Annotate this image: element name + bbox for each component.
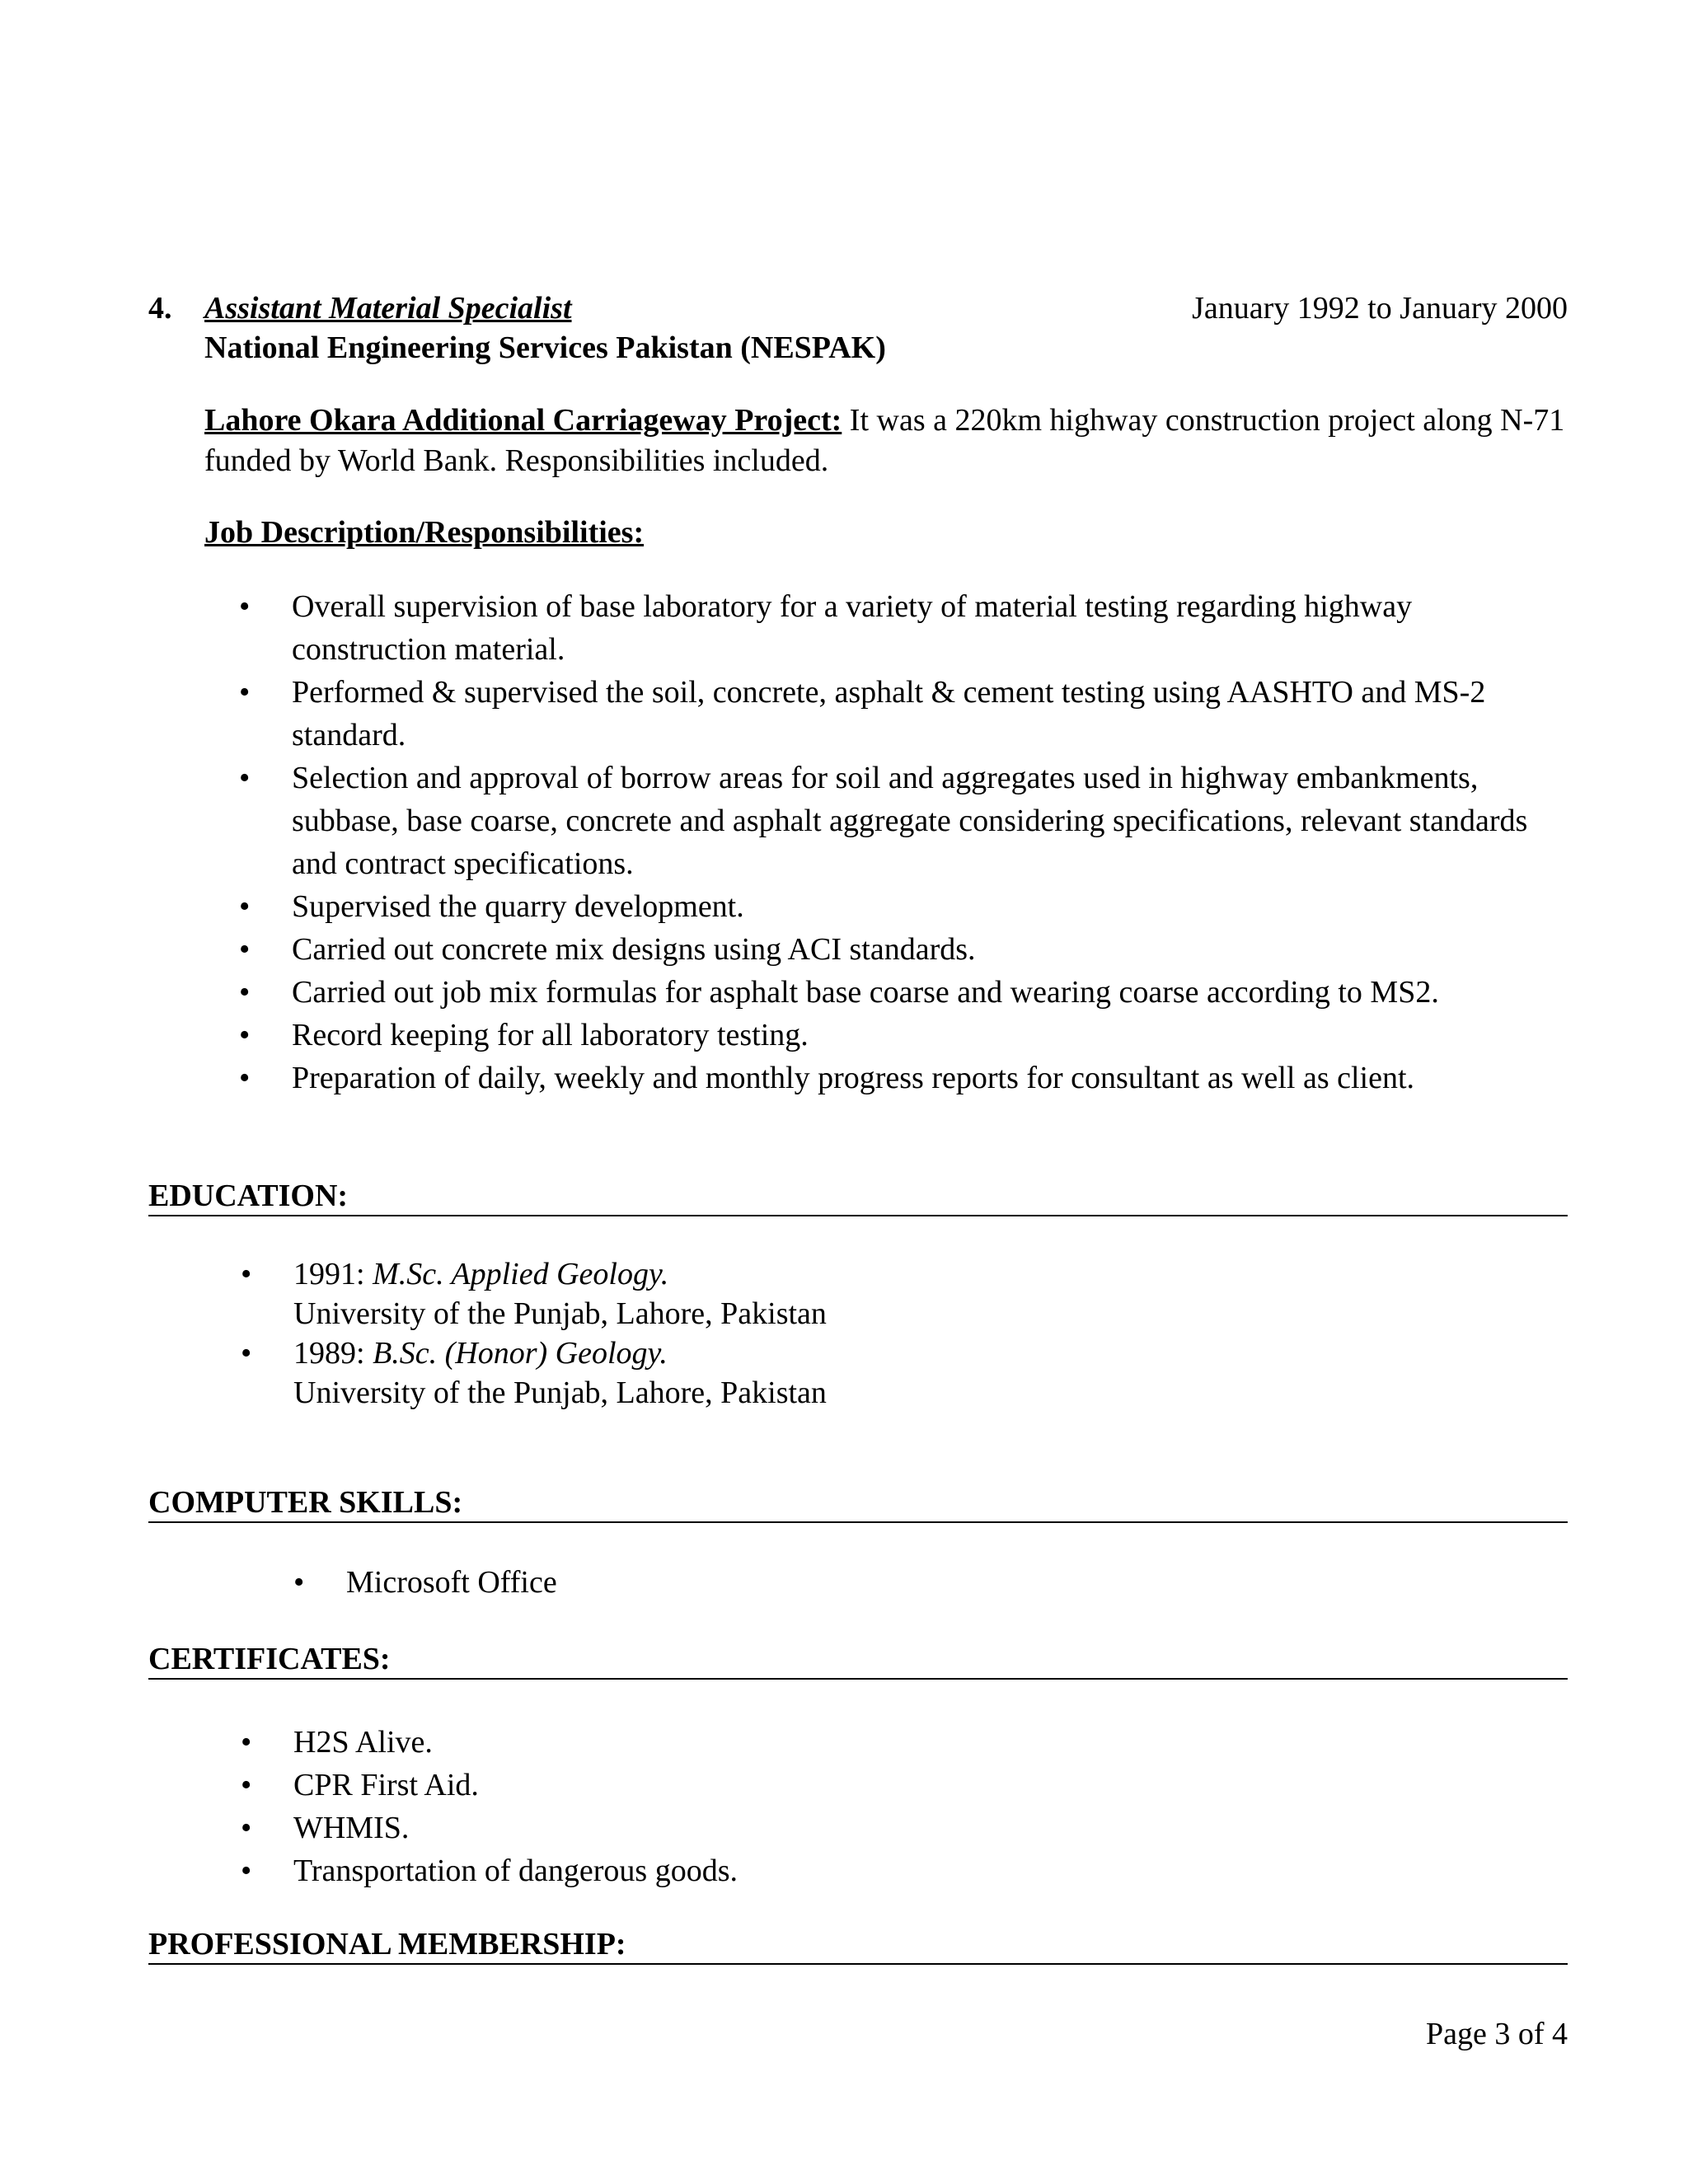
job-number: 4.	[148, 291, 172, 326]
responsibilities-heading: Job Description/Responsibilities:	[204, 515, 645, 550]
job-title: Assistant Material Specialist	[204, 291, 572, 326]
list-item	[206, 1333, 1525, 1413]
project-name: Lahore Okara Additional Carriageway Project:	[204, 403, 842, 438]
list-item: • Record keeping for all laboratory testing.	[204, 1014, 1573, 1057]
list-item: • Supervised the quarry development.	[204, 885, 1573, 928]
project-description: It was a 220km highway construction project along N-71 funded by World Bank. Responsibilities included.	[204, 403, 1565, 479]
list-item: • Selection and approval of borrow areas for soil and aggregates used in highway embankments, subbase, base coarse, concrete and asphalt aggregate considering specifications, relevant standards and contract specifications.	[204, 757, 1573, 885]
computer-skills-list	[259, 1563, 1495, 1602]
list-item: • Transportation of dangerous goods.	[206, 1849, 1442, 1892]
job-title-row	[148, 288, 1568, 328]
list-item: • Microsoft Office	[259, 1563, 1495, 1602]
job-dates: January 1992 to January 2000	[1192, 291, 1568, 326]
education-heading: EDUCATION:	[148, 1177, 1568, 1216]
list-item: • H2S Alive.	[206, 1721, 1442, 1764]
list-item: • WHMIS.	[206, 1807, 1442, 1849]
project-paragraph	[204, 401, 1568, 482]
education-institution: University of the Punjab, Lahore, Pakistan	[293, 1296, 827, 1331]
membership-heading: PROFESSIONAL MEMBERSHIP:	[148, 1925, 1568, 1965]
list-item: • Carried out concrete mix designs using ACI standards.	[204, 928, 1573, 971]
computer-skills-heading: COMPUTER SKILLS:	[148, 1483, 1568, 1523]
education-list	[206, 1254, 1525, 1413]
education-degree: B.Sc. (Honor) Geology.	[373, 1336, 668, 1371]
page-number: Page 3 of 4	[1425, 2017, 1568, 2051]
education-year: 1991:	[293, 1257, 373, 1291]
education-degree: M.Sc. Applied Geology.	[373, 1257, 669, 1291]
responsibilities-list	[204, 585, 1573, 1099]
list-item: • Overall supervision of base laboratory for a variety of material testing regarding highway construction material.	[204, 585, 1573, 671]
list-item: • Preparation of daily, weekly and monthly progress reports for consultant as well as client.	[204, 1057, 1573, 1099]
list-item: • CPR First Aid.	[206, 1764, 1442, 1807]
list-item: • Carried out job mix formulas for asphalt base coarse and wearing coarse according to MS2.	[204, 971, 1573, 1014]
list-item	[206, 1254, 1525, 1333]
education-institution: University of the Punjab, Lahore, Pakistan	[293, 1376, 827, 1410]
list-item: • Performed & supervised the soil, concrete, asphalt & cement testing using AASHTO and MS-2 standard.	[204, 671, 1573, 757]
education-year: 1989:	[293, 1336, 373, 1371]
certificates-list	[206, 1721, 1442, 1892]
certificates-heading: CERTIFICATES:	[148, 1640, 1568, 1680]
job-header	[148, 288, 1568, 368]
job-company: National Engineering Services Pakistan (NESPAK)	[204, 330, 886, 365]
